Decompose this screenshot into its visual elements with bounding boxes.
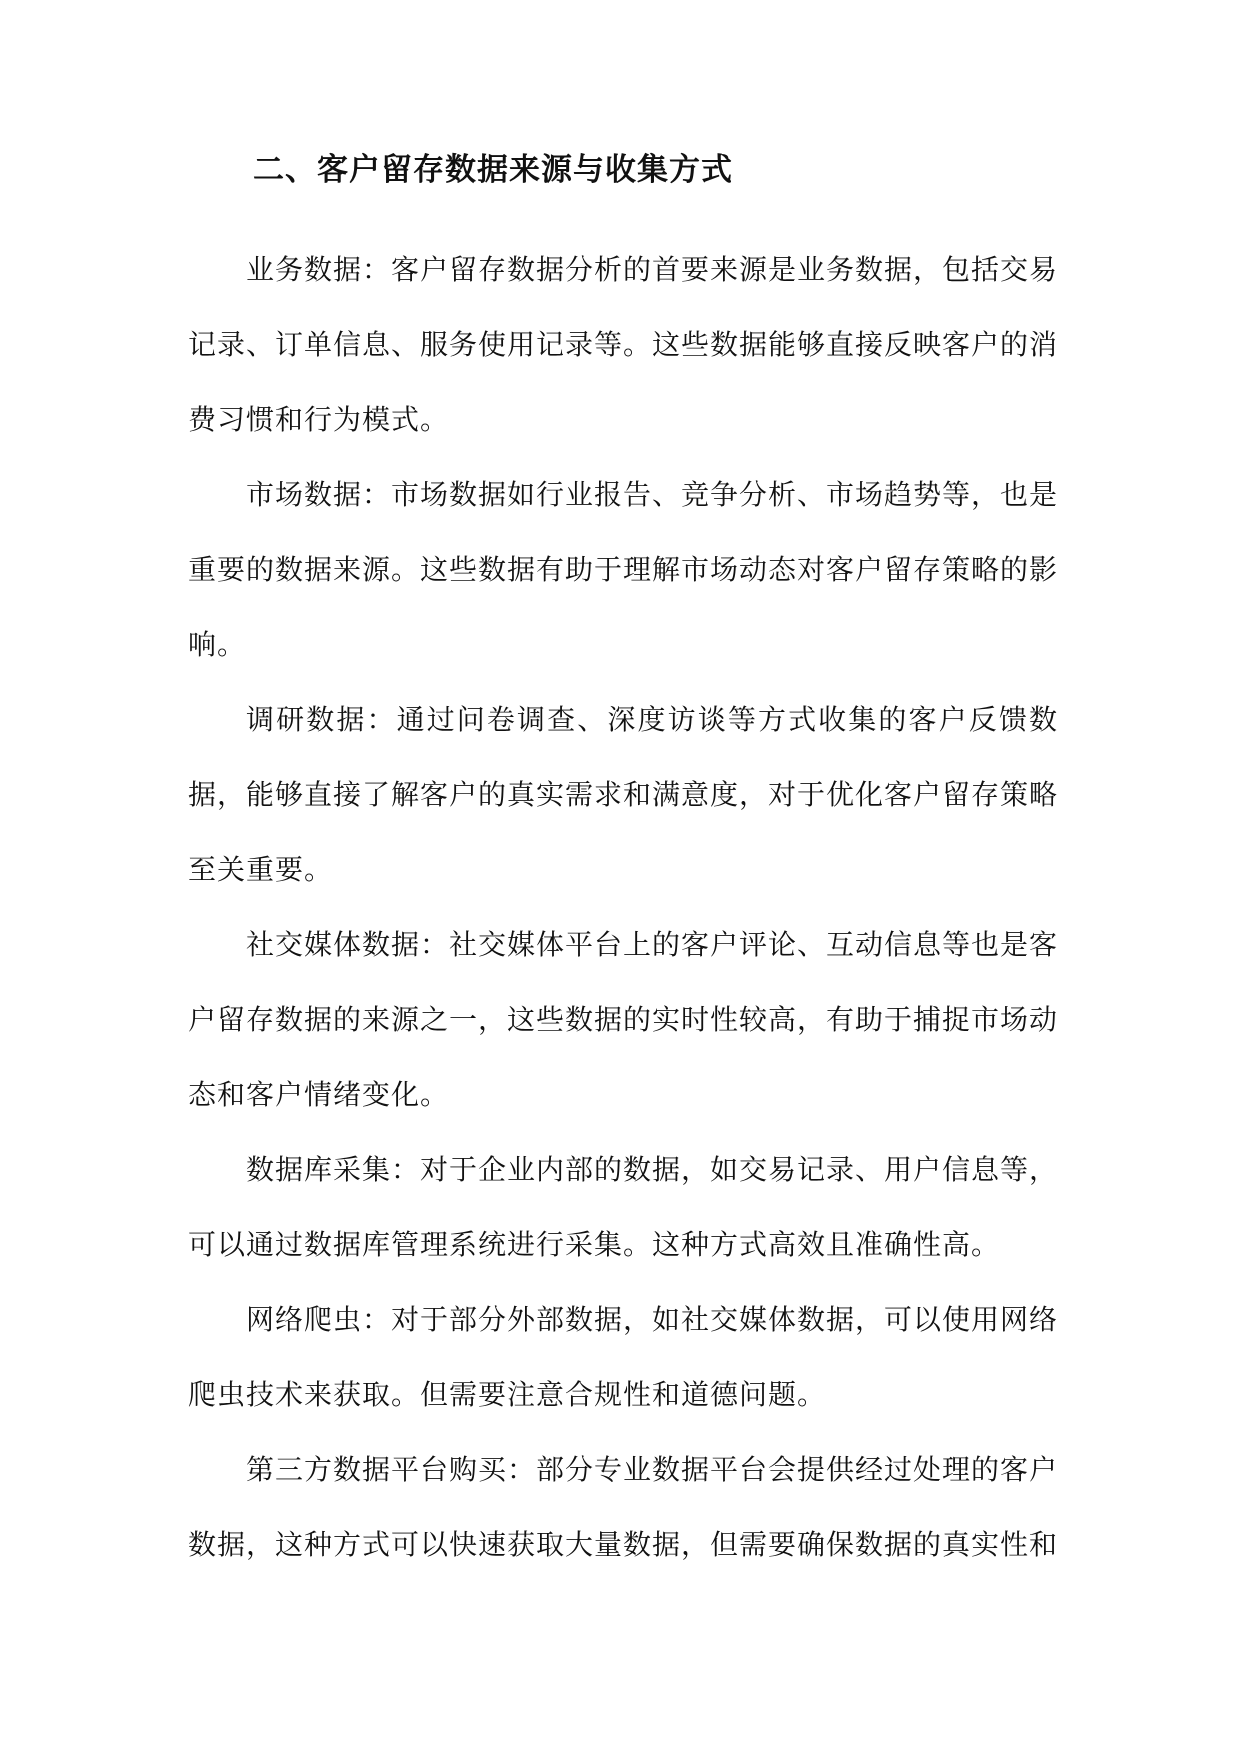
body-text bbox=[188, 232, 1058, 1582]
paragraph-database-collection: 数据库采集：对于企业内部的数据，如交易记录、用户信息等，可以通过数据库管理系统进行采集。这种方式高效且准确性高。 bbox=[188, 1153, 1059, 1261]
paragraph-survey-data: 调研数据：通过问卷调查、深度访谈等方式收集的客户反馈数据，能够直接了解客户的真实需求和满意度，对于优化客户留存策略至关重要。 bbox=[188, 703, 1059, 886]
paragraph-social-media-data: 社交媒体数据：社交媒体平台上的客户评论、互动信息等也是客户留存数据的来源之一，这些数据的实时性较高，有助于捕捉市场动态和客户情绪变化。 bbox=[188, 928, 1059, 1111]
section-heading: 二、客户留存数据来源与收集方式 bbox=[253, 152, 733, 188]
paragraph-business-data: 业务数据：客户留存数据分析的首要来源是业务数据，包括交易记录、订单信息、服务使用记录等。这些数据能够直接反映客户的消费习惯和行为模式。 bbox=[188, 253, 1059, 436]
paragraph-market-data: 市场数据：市场数据如行业报告、竞争分析、市场趋势等，也是重要的数据来源。这些数据有助于理解市场动态对客户留存策略的影响。 bbox=[188, 478, 1059, 661]
paragraph-third-party-purchase: 第三方数据平台购买：部分专业数据平台会提供经过处理的客户数据，这种方式可以快速获取大量数据，但需要确保数据的真实性和 bbox=[188, 1453, 1059, 1561]
paragraph-web-crawler: 网络爬虫：对于部分外部数据，如社交媒体数据，可以使用网络爬虫技术来获取。但需要注意合规性和道德问题。 bbox=[188, 1303, 1059, 1411]
